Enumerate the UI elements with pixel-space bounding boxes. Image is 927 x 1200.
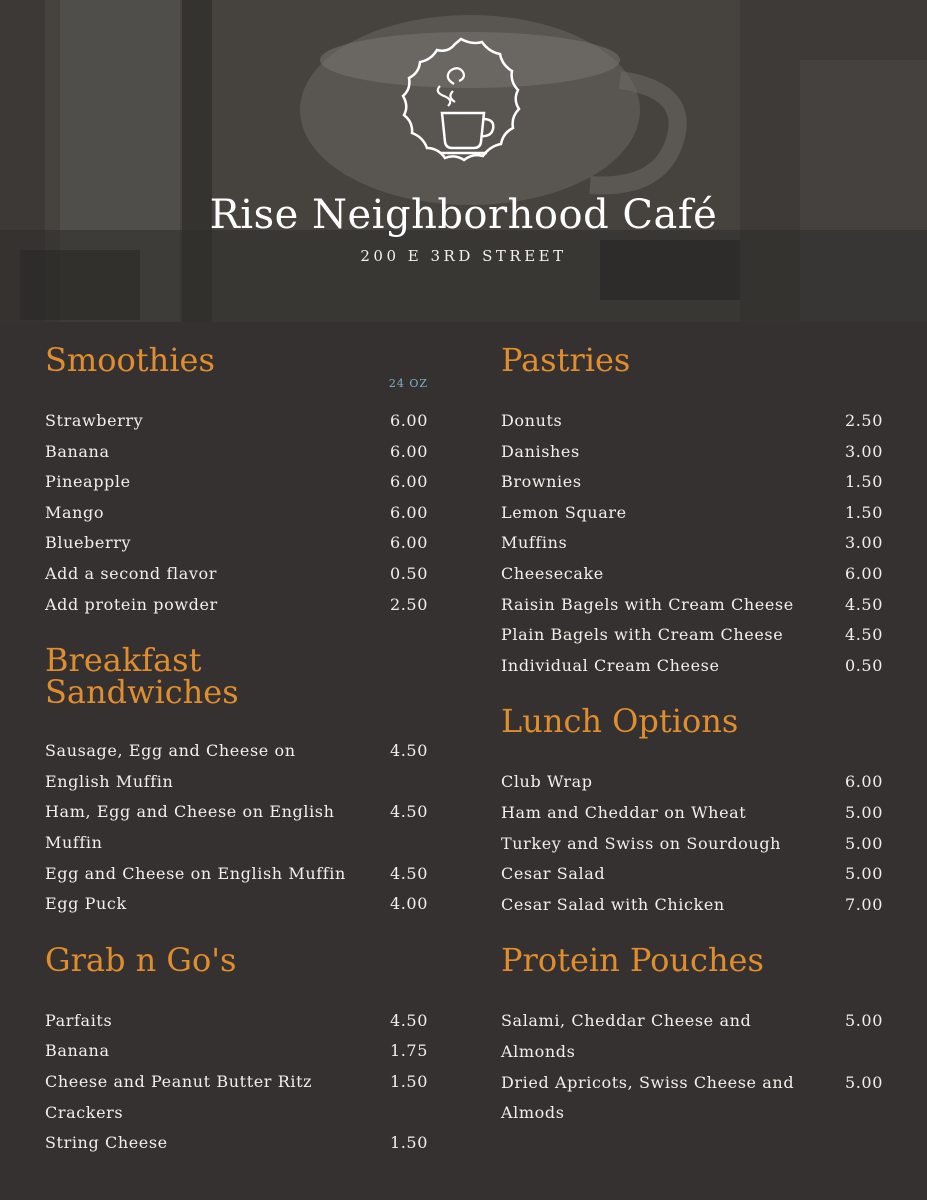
menu-item — [501, 1068, 883, 1129]
menu-item-name: Sausage, Egg and Cheese on English Muffin — [45, 741, 296, 791]
menu-item-name: Cheesecake — [501, 563, 604, 583]
menu-item-name: Plain Bagels with Cream Cheese — [501, 625, 784, 645]
menu-item — [501, 590, 883, 621]
cafe-address: 200 E 3RD STREET — [360, 247, 567, 265]
menu-item-name: Cheese and Peanut Butter Ritz Crackers — [45, 1071, 313, 1122]
menu-item — [45, 1036, 428, 1067]
menu-item-name: Egg and Cheese on English Muffin — [45, 863, 346, 883]
menu-item-name: Donuts — [501, 411, 563, 430]
menu-item-price: 6.00 — [389, 533, 428, 553]
menu-item-price: 7.00 — [844, 894, 883, 914]
menu-item-name: Ham, Egg and Cheese on English Muffin — [45, 802, 335, 852]
menu-right-column — [501, 341, 883, 1129]
menu-item — [45, 1006, 428, 1037]
size-note: 24 OZ — [388, 377, 428, 390]
menu-item — [501, 437, 883, 468]
menu-item — [45, 528, 428, 559]
section-breakfast-sandwiches — [45, 641, 428, 920]
section-protein-pouches — [501, 941, 883, 1128]
menu-item-price: 6.00 — [844, 563, 883, 583]
item-list — [45, 1006, 428, 1159]
menu-item-price: 6.00 — [389, 502, 428, 522]
menu-item-price: 3.00 — [844, 441, 883, 461]
section-title-line: Breakfast — [45, 641, 202, 680]
menu-left-column — [45, 341, 428, 1159]
menu-item — [45, 467, 428, 498]
menu-item-name: Muffins — [501, 533, 568, 553]
header-banner — [0, 0, 927, 322]
section-grab-n-gos — [45, 940, 428, 1159]
menu-item-name: Banana — [45, 441, 110, 461]
menu-item — [501, 467, 883, 498]
menu-item — [45, 498, 428, 529]
section-title: Protein Pouches — [501, 941, 764, 980]
menu-item-name: String Cheese — [45, 1133, 168, 1153]
menu-item-name: Club Wrap — [501, 772, 593, 792]
section-title — [45, 641, 428, 712]
menu-item-name: Strawberry — [45, 411, 144, 430]
menu-item-price: 0.50 — [389, 563, 428, 583]
menu-item-price: 1.75 — [389, 1041, 428, 1061]
menu-item — [501, 767, 883, 798]
menu-item-price: 1.50 — [389, 1071, 428, 1091]
menu-item — [45, 1067, 428, 1128]
coffee-cup-logo-icon — [392, 36, 530, 174]
section-pastries — [501, 341, 883, 681]
section-title: Pastries — [501, 341, 631, 379]
menu-item-price: 2.50 — [844, 411, 883, 430]
menu-item-price: 3.00 — [844, 533, 883, 553]
menu-item-name: Add protein powder — [45, 594, 218, 614]
menu-item-name: Cesar Salad — [501, 864, 606, 884]
menu-item-price: 4.50 — [389, 1010, 428, 1030]
section-smoothies — [45, 341, 428, 620]
menu-item-name: Banana — [45, 1041, 110, 1061]
section-title: Lunch Options — [501, 702, 739, 741]
menu-item — [45, 1128, 428, 1159]
menu-item-price: 5.00 — [844, 1072, 883, 1092]
menu-item-name: Blueberry — [45, 533, 132, 553]
menu-item — [501, 559, 883, 590]
menu-item-name: Add a second flavor — [45, 563, 217, 583]
item-list — [45, 406, 428, 620]
menu-item-price: 5.00 — [844, 864, 883, 884]
item-list — [45, 736, 428, 920]
menu-item-price: 6.00 — [389, 472, 428, 492]
section-title: Smoothies — [45, 341, 215, 379]
menu-item — [501, 651, 883, 682]
menu-item-name: Salami, Cheddar Cheese and Almonds — [501, 1011, 752, 1061]
menu-item-price: 1.50 — [844, 502, 883, 522]
menu-item-name: Pineapple — [45, 472, 131, 492]
menu-item — [501, 890, 883, 921]
menu-item — [501, 406, 883, 437]
menu-item-name: Turkey and Swiss on Sourdough — [501, 833, 782, 853]
menu-item — [501, 829, 883, 860]
section-title-line: Sandwiches — [45, 673, 239, 712]
section-title: Grab n Go's — [45, 940, 237, 979]
menu-item — [45, 797, 428, 858]
menu-item — [45, 559, 428, 590]
menu-item-price: 0.50 — [844, 655, 883, 675]
menu-item-name: Lemon Square — [501, 502, 627, 522]
menu-item-price: 4.50 — [844, 625, 883, 645]
menu-item — [501, 498, 883, 529]
menu-item-name: Raisin Bagels with Cream Cheese — [501, 594, 794, 614]
menu-item — [45, 406, 428, 437]
menu-item — [45, 590, 428, 621]
menu-item-price: 5.00 — [844, 1011, 883, 1031]
item-list — [501, 767, 883, 920]
menu-item-price: 6.00 — [844, 772, 883, 792]
menu-item — [501, 620, 883, 651]
menu-item-price: 4.00 — [389, 894, 428, 914]
menu-item-price: 4.50 — [844, 594, 883, 614]
menu-item-price: 4.50 — [389, 802, 428, 822]
menu-item-price: 4.50 — [389, 741, 428, 761]
menu-item-name: Cesar Salad with Chicken — [501, 894, 725, 914]
cafe-name: Rise Neighborhood Café — [209, 192, 718, 238]
menu-item-price: 5.00 — [844, 802, 883, 822]
menu-item — [501, 859, 883, 890]
menu-item-price: 6.00 — [389, 441, 428, 461]
menu-item-name: Mango — [45, 502, 105, 522]
menu-item-price: 1.50 — [844, 472, 883, 492]
menu-item-price: 6.00 — [389, 411, 428, 430]
menu-item — [45, 889, 428, 920]
menu-item-name: Brownies — [501, 472, 582, 492]
item-list — [501, 1006, 883, 1128]
item-list — [501, 406, 883, 681]
menu-item-price: 4.50 — [389, 863, 428, 883]
menu-item-name: Dried Apricots, Swiss Cheese and Almods — [501, 1072, 795, 1123]
menu-item-name: Ham and Cheddar on Wheat — [501, 802, 747, 822]
menu-item — [45, 859, 428, 890]
menu-item-price: 5.00 — [844, 833, 883, 853]
section-lunch-options — [501, 702, 883, 920]
menu-item — [501, 1006, 883, 1067]
menu-item — [45, 437, 428, 468]
menu-item — [501, 528, 883, 559]
menu-item-name: Parfaits — [45, 1010, 113, 1030]
menu-item — [45, 736, 428, 797]
menu-item-price: 1.50 — [389, 1133, 428, 1153]
menu-item — [501, 798, 883, 829]
menu-item-name: Danishes — [501, 441, 580, 461]
menu-item-name: Individual Cream Cheese — [501, 655, 720, 675]
menu-item-name: Egg Puck — [45, 894, 127, 914]
menu-item-price: 2.50 — [389, 594, 428, 614]
